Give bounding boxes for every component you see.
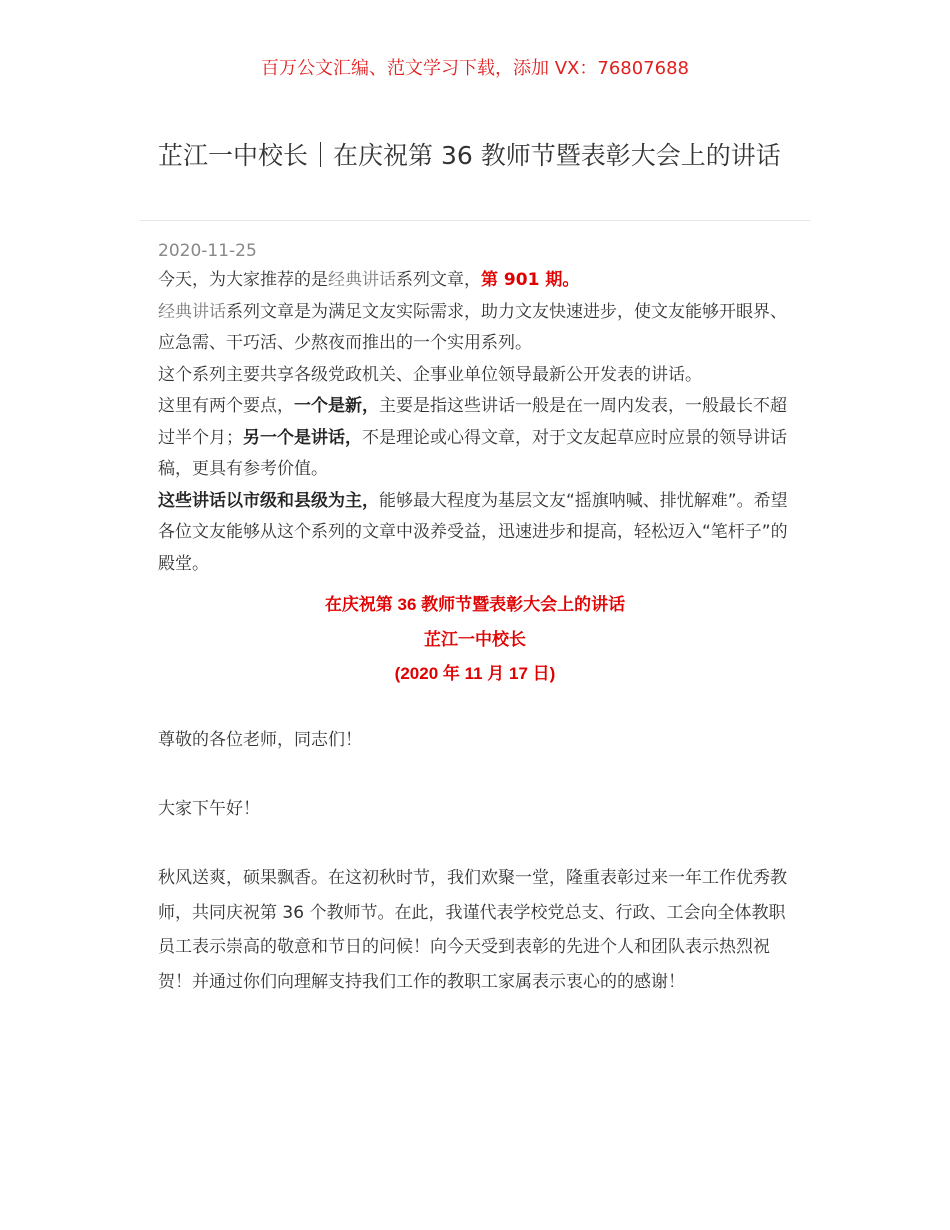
intro-paragraph-3: 这个系列主要共享各级党政机关、企事业单位领导最新公开发表的讲话。 (158, 364, 702, 385)
promo-banner: 百万公文汇编、范文学习下载，添加 VX：76807688 (261, 58, 689, 79)
speech-hello: 大家下午好！ (158, 799, 260, 819)
intro-text: 主要是指这些讲话一般是在一周内发表，一般最长不超过半个月； (158, 396, 787, 448)
speech-greeting: 尊敬的各位老师，同志们！ (158, 730, 362, 750)
intro-paragraph-5 (158, 486, 798, 581)
article-title: 芷江一中校长｜在庆祝第 36 教师节暨表彰大会上的讲话 (158, 141, 781, 170)
speech-paragraph-1: 秋风送爽，硕果飘香。在这初秋时节，我们欢聚一堂，隆重表彰过来一年工作优秀教师，共同庆祝第 36 个教师节。在此，我谨代表学校党总支、行政、工会向全体教职员工表示崇高的敬意和节日的问候！向今天受到表彰的先进个人和团队表示热烈祝贺！并通过你们向理解支持我们工作的教职工家属表示衷心的的感谢！ (158, 868, 787, 992)
speech-speaker: 芷江一中校长 (424, 629, 526, 649)
title-divider (140, 220, 810, 221)
speech-title: 在庆祝第 36 教师节暨表彰大会上的讲话 (324, 595, 626, 614)
issue-number: 第 901 期。 (481, 270, 580, 290)
intro-text: 这里有两个要点， (158, 396, 294, 416)
point-two: 另一个是讲话， (243, 427, 362, 448)
intro-text: 不是理论或心得文章，对于文友起草应时应景的领导讲话稿，更具有参考价值。 (158, 427, 787, 479)
intro-paragraph-2 (158, 297, 798, 360)
intro-text: 今天，为大家推荐的是 (158, 270, 328, 290)
point-one: 一个是新， (294, 396, 379, 416)
series-name: 经典讲话 (328, 270, 396, 290)
intro-text: 能够最大程度为基层文友“摇旗呐喊、排忧解难”。希望各位文友能够从这个系列的文章中汲养受益，迅速进步和提高，轻松迈入“笔杆子”的殿堂。 (158, 490, 788, 574)
series-name: 经典讲话 (158, 301, 226, 322)
intro-text: 系列文章是为满足文友实际需求，助力文友快速进步，使文友能够开眼界、应急需、干巧活、少熬夜而推出的一个实用系列。 (158, 301, 787, 353)
intro-text: 系列文章， (396, 270, 481, 290)
publish-date: 2020-11-25 (158, 241, 257, 261)
intro-paragraph-1 (158, 265, 798, 297)
intro-paragraph-4 (158, 391, 798, 486)
emphasis-text: 这些讲话以市级和县级为主， (158, 490, 379, 511)
speech-heading (0, 588, 950, 692)
speech-date: (2020 年 11 月 17 日) (394, 664, 556, 683)
intro-section (158, 265, 798, 580)
